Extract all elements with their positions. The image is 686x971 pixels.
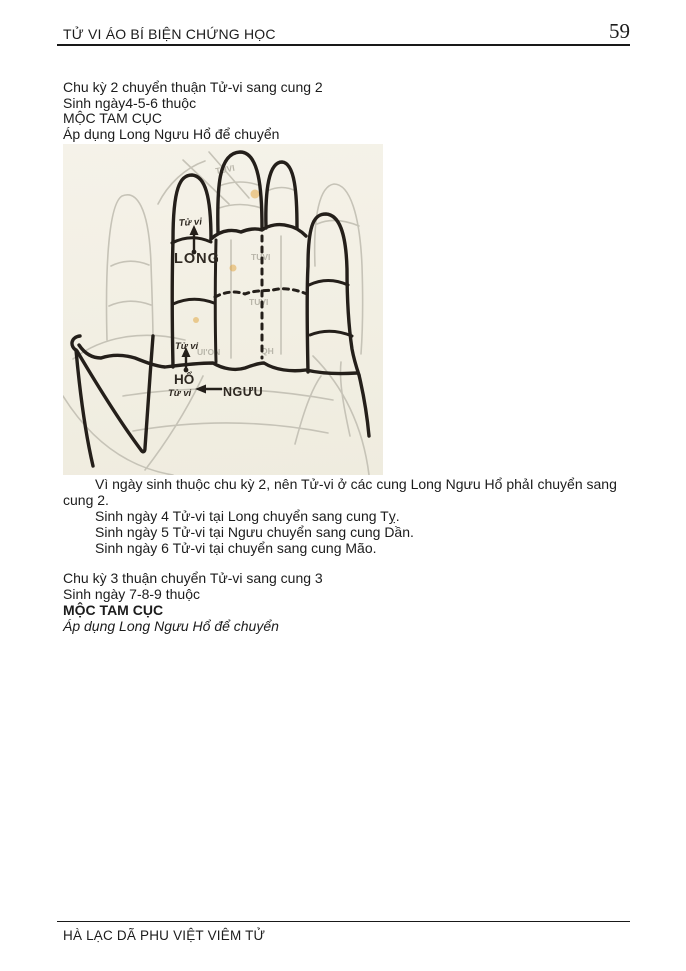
intro-line-2: Sinh ngày4-5-6 thuộc <box>63 94 197 111</box>
finger-tuvi-label: Tử vi <box>178 216 203 229</box>
page-number: 59 <box>609 19 630 43</box>
outro-line-1: Chu kỳ 3 thuận chuyển Tử-vi sang cung 3 <box>63 570 323 586</box>
long-label: LONG <box>174 251 220 267</box>
palm-tuvi-label: Tử vi <box>175 341 199 352</box>
nguu-label: NGƯU <box>223 385 264 399</box>
ring-finger-outline <box>266 162 297 228</box>
footer-text: HÀ LẠC DÃ PHU VIỆT VIÊM TỬ <box>63 928 266 943</box>
nguu-arrow-head-icon <box>195 385 206 394</box>
page-header <box>57 21 630 46</box>
outro-block <box>63 570 323 634</box>
palm-right-edge <box>359 375 369 436</box>
body-line-1: Vì ngày sinh thuộc chu kỳ 2, nên Tử-vi ở các cung Long Ngưu Hổ phảI chuyển sang <box>95 476 617 492</box>
body-line-2: cung 2. <box>63 492 109 508</box>
faint-mark-5: QH <box>261 346 274 356</box>
intro-line-4: Áp dụng Long Ngưu Hổ để chuyển <box>63 126 280 143</box>
intro-block <box>63 80 323 143</box>
intro-line-3: MỘC TAM CỤC <box>63 110 163 127</box>
palm-diagram-figure <box>63 144 383 475</box>
faint-mark-3: TUVI <box>249 297 269 307</box>
faint-mark-2: TUVI <box>251 252 271 262</box>
body-line-4: Sinh ngày 5 Tử-vi tại Ngưu chuyển sang cung Dần. <box>95 524 414 540</box>
page-footer <box>57 921 630 945</box>
base-tuvi-label: Tử vi <box>168 388 192 399</box>
ink-layer <box>72 152 369 466</box>
faint-mark-4: UI'ON <box>197 347 221 357</box>
index-crease-2 <box>173 299 214 304</box>
little-crease-1 <box>309 281 348 286</box>
body-line-3: Sinh ngày 4 Tử-vi tại Long chuyển sang cung Tỵ. <box>95 508 400 524</box>
faint-mark-1: TUVI <box>214 162 236 176</box>
body-paragraph <box>63 476 617 556</box>
body-line-5: Sinh ngày 6 Tử-vi tại chuyển sang cung Mão. <box>95 540 377 556</box>
index-crease-1 <box>172 238 211 243</box>
ho-label: HỔ <box>174 372 195 387</box>
header-title: TỬ VI ÁO BÍ BIỆN CHỨNG HỌC <box>63 26 276 42</box>
outro-line-2: Sinh ngày 7-8-9 thuộc <box>63 586 200 602</box>
knuckle-line <box>211 225 306 239</box>
palm-diagram-svg <box>63 144 383 475</box>
outro-line-4: Áp dụng Long Ngưu Hổ để chuyển <box>63 618 279 634</box>
thumb-outer-edge <box>76 350 93 466</box>
outro-line-3: MỘC TAM CỤC <box>63 602 164 618</box>
intro-line-1: Chu kỳ 2 chuyển thuận Tử-vi sang cung 2 <box>63 79 323 95</box>
little-crease-2 <box>310 331 352 336</box>
